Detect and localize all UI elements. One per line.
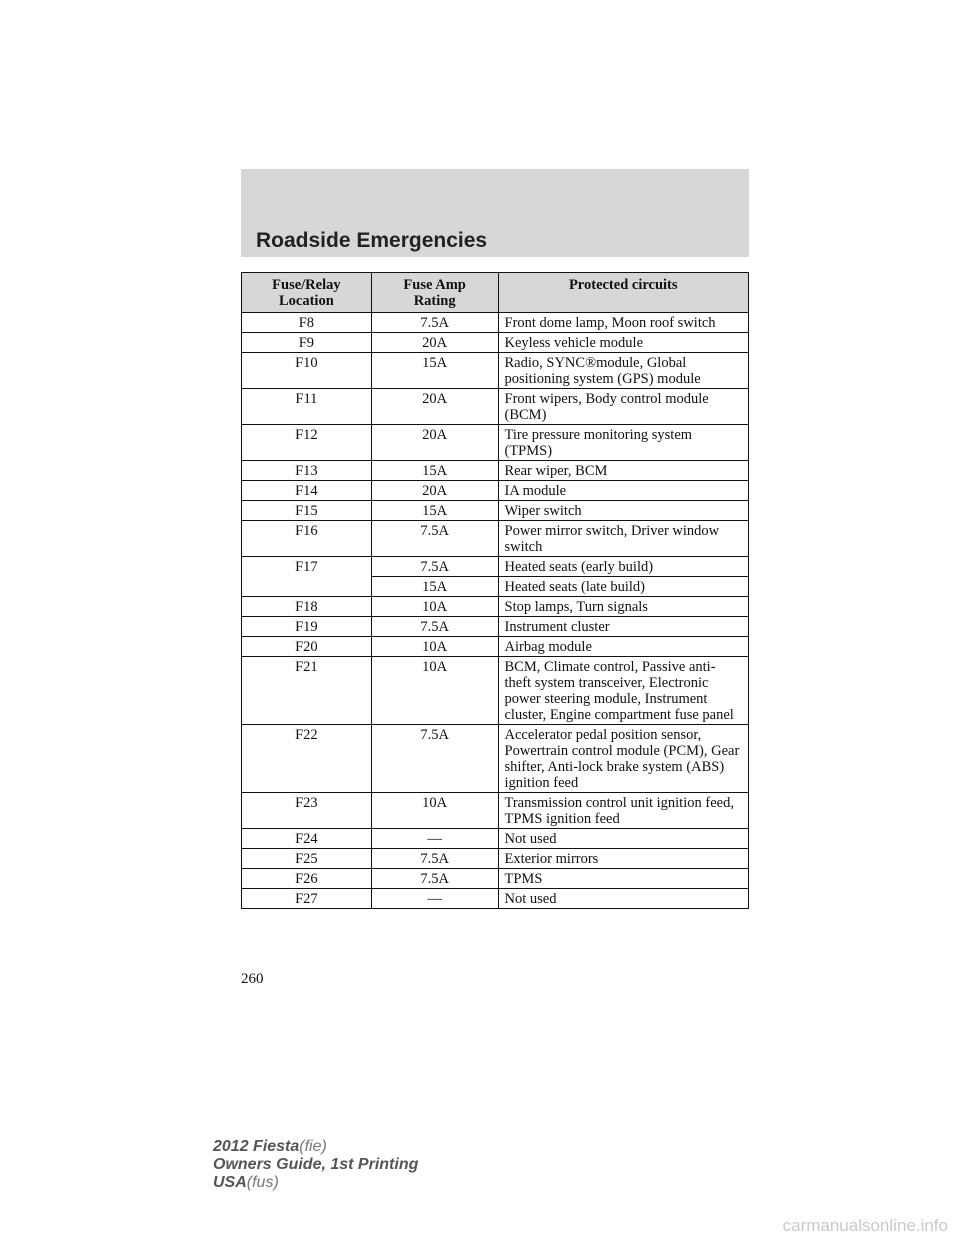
fuse-amp-cell: 15A <box>371 501 498 521</box>
fuse-location-cell: F14 <box>242 481 372 501</box>
protected-circuits-cell: Not used <box>498 889 749 909</box>
footer-market-code: (fus) <box>246 1174 279 1191</box>
fuse-amp-cell: 15A <box>371 461 498 481</box>
footer-line-1 <box>213 1138 418 1156</box>
table-row <box>242 617 749 637</box>
fuse-location-cell: F23 <box>242 793 372 829</box>
fuse-amp-cell: 20A <box>371 333 498 353</box>
protected-circuits-cell: Keyless vehicle module <box>498 333 749 353</box>
table-row <box>242 557 749 577</box>
fuse-amp-cell: 10A <box>371 793 498 829</box>
protected-circuits-cell: Heated seats (late build) <box>498 577 749 597</box>
fuse-location-cell: F16 <box>242 521 372 557</box>
protected-circuits-cell: Wiper switch <box>498 501 749 521</box>
table-row <box>242 829 749 849</box>
protected-circuits-cell: IA module <box>498 481 749 501</box>
table-row <box>242 461 749 481</box>
protected-circuits-cell: Accelerator pedal position sensor, Powertrain control module (PCM), Gear shifter, Anti-lock brake system (ABS) ignition feed <box>498 725 749 793</box>
fuse-location-cell: F27 <box>242 889 372 909</box>
fuse-amp-cell: 10A <box>371 657 498 725</box>
protected-circuits-cell: Tire pressure monitoring system (TPMS) <box>498 425 749 461</box>
table-row <box>242 597 749 617</box>
table-row <box>242 481 749 501</box>
table-row <box>242 521 749 557</box>
fuse-location-cell: F17 <box>242 557 372 577</box>
fuse-location-cell: F22 <box>242 725 372 793</box>
fuse-amp-cell: — <box>371 889 498 909</box>
fuse-location-cell: F20 <box>242 637 372 657</box>
table-row <box>242 333 749 353</box>
fuse-location-cell: F12 <box>242 425 372 461</box>
protected-circuits-cell: Front dome lamp, Moon roof switch <box>498 313 749 333</box>
header-amp-rating: Fuse Amp Rating <box>371 273 498 313</box>
table-body <box>242 313 749 909</box>
fuse-location-cell: F24 <box>242 829 372 849</box>
fuse-location-cell: F25 <box>242 849 372 869</box>
table-row <box>242 889 749 909</box>
table-row <box>242 353 749 389</box>
fuse-location-cell: F8 <box>242 313 372 333</box>
table-row <box>242 849 749 869</box>
protected-circuits-cell: Rear wiper, BCM <box>498 461 749 481</box>
fuse-table <box>241 272 749 909</box>
footer-model-code: (fie) <box>299 1138 327 1155</box>
protected-circuits-cell: Front wipers, Body control module (BCM) <box>498 389 749 425</box>
table-row <box>242 793 749 829</box>
fuse-amp-cell: — <box>371 829 498 849</box>
fuse-amp-cell: 10A <box>371 597 498 617</box>
fuse-amp-cell: 20A <box>371 425 498 461</box>
fuse-amp-cell: 20A <box>371 481 498 501</box>
protected-circuits-cell: Exterior mirrors <box>498 849 749 869</box>
document-footer <box>213 1138 418 1192</box>
header-protected-circuits: Protected circuits <box>498 273 749 313</box>
fuse-location-cell: F26 <box>242 869 372 889</box>
fuse-location-cell: F13 <box>242 461 372 481</box>
fuse-amp-cell: 7.5A <box>371 617 498 637</box>
protected-circuits-cell: Radio, SYNC®module, Global positioning system (GPS) module <box>498 353 749 389</box>
protected-circuits-cell: Airbag module <box>498 637 749 657</box>
protected-circuits-cell: BCM, Climate control, Passive anti-theft system transceiver, Electronic power steering module, Instrument cluster, Engine compartment fuse panel <box>498 657 749 725</box>
footer-line-3 <box>213 1174 418 1192</box>
fuse-location-cell: F15 <box>242 501 372 521</box>
table-header-row <box>242 273 749 313</box>
fuse-amp-cell: 7.5A <box>371 557 498 577</box>
protected-circuits-cell: Power mirror switch, Driver window switch <box>498 521 749 557</box>
table-row <box>242 869 749 889</box>
section-title: Roadside Emergencies <box>256 229 488 252</box>
table-row <box>242 313 749 333</box>
protected-circuits-cell: Instrument cluster <box>498 617 749 637</box>
fuse-amp-cell: 7.5A <box>371 869 498 889</box>
protected-circuits-cell: Not used <box>498 829 749 849</box>
fuse-amp-cell: 15A <box>371 353 498 389</box>
fuse-location-cell: F10 <box>242 353 372 389</box>
page-number: 260 <box>241 971 264 987</box>
fuse-amp-cell: 20A <box>371 389 498 425</box>
protected-circuits-cell: Stop lamps, Turn signals <box>498 597 749 617</box>
table-row <box>242 577 749 597</box>
table-row <box>242 657 749 725</box>
watermark: carmanualsonline.info <box>782 1216 948 1235</box>
fuse-location-cell: F11 <box>242 389 372 425</box>
fuse-amp-cell: 7.5A <box>371 725 498 793</box>
fuse-amp-cell: 7.5A <box>371 521 498 557</box>
footer-model: 2012 Fiesta <box>213 1138 300 1155</box>
fuse-amp-cell: 10A <box>371 637 498 657</box>
table-row <box>242 637 749 657</box>
footer-line-2: Owners Guide, 1st Printing <box>213 1156 419 1173</box>
fuse-amp-cell: 15A <box>371 577 498 597</box>
fuse-location-cell: F18 <box>242 597 372 617</box>
table-row <box>242 425 749 461</box>
footer-market: USA <box>213 1174 247 1191</box>
protected-circuits-cell: Transmission control unit ignition feed, TPMS ignition feed <box>498 793 749 829</box>
fuse-amp-cell: 7.5A <box>371 849 498 869</box>
protected-circuits-cell: Heated seats (early build) <box>498 557 749 577</box>
fuse-location-cell: F19 <box>242 617 372 637</box>
table-row <box>242 389 749 425</box>
table-row <box>242 725 749 793</box>
fuse-location-cell <box>242 577 372 597</box>
protected-circuits-cell: TPMS <box>498 869 749 889</box>
fuse-location-cell: F21 <box>242 657 372 725</box>
header-location: Fuse/Relay Location <box>242 273 372 313</box>
fuse-location-cell: F9 <box>242 333 372 353</box>
table-row <box>242 501 749 521</box>
fuse-amp-cell: 7.5A <box>371 313 498 333</box>
